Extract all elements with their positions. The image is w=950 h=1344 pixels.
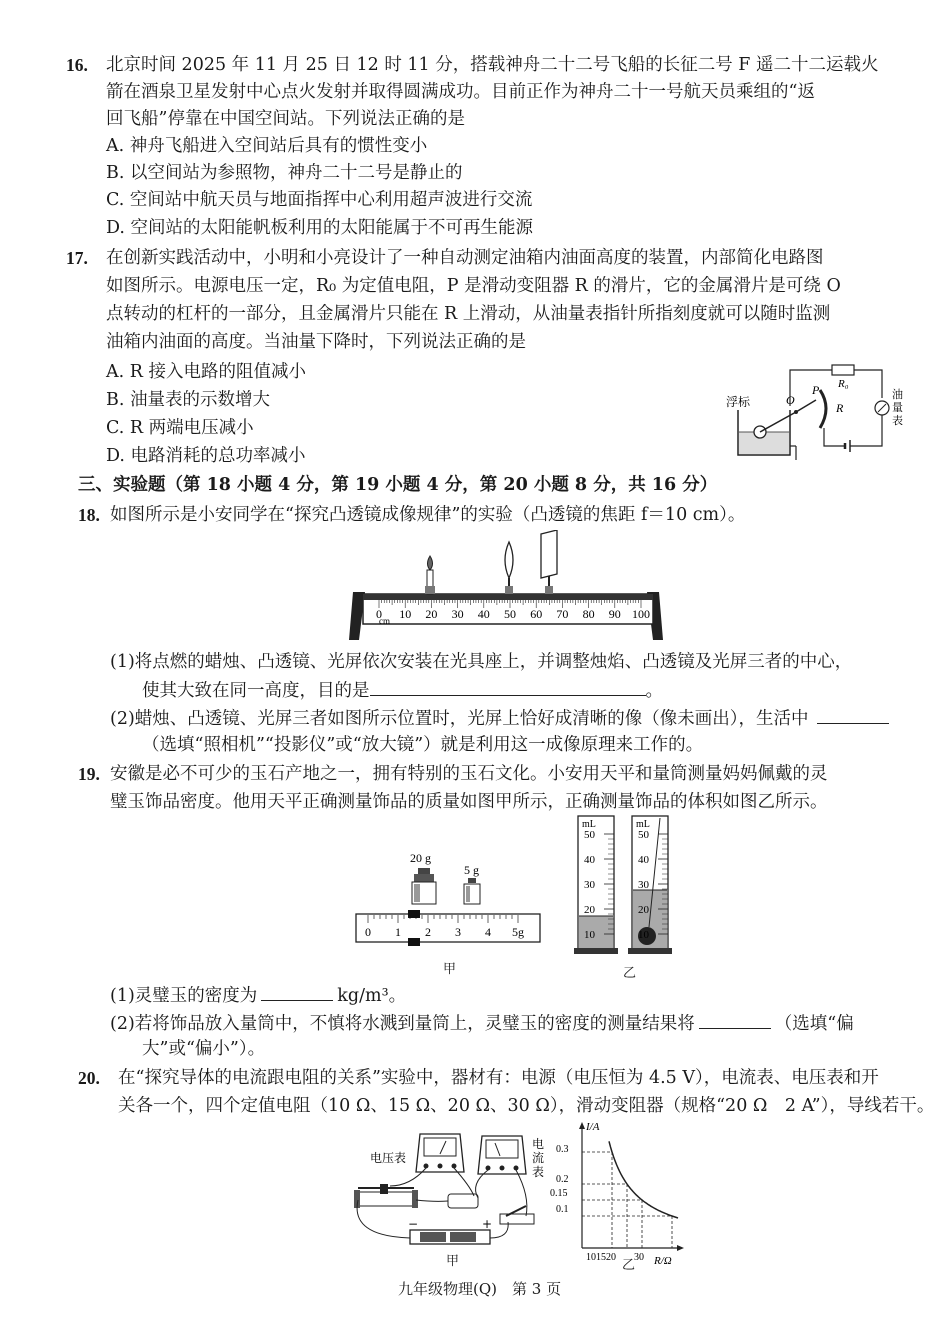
cylinder-tick-label: 40 (584, 854, 595, 866)
q16-option-c: C. 空间站中航天员与地面指挥中心利用超声波进行交流 (106, 190, 533, 210)
apparatus-caption: 甲 (446, 1254, 460, 1269)
svg-text:−: − (408, 1217, 419, 1231)
q16-stem-line-1: 北京时间 2025 年 11 月 25 日 12 时 11 分，搭载神舟二十二号飞船的长征二号 F 遥二十二运载火 (106, 55, 879, 75)
q19-density-blank[interactable] (261, 982, 333, 1001)
cyl2-unit: mL (636, 819, 650, 830)
q19-part1-line (110, 982, 406, 1008)
battery-box (408, 1217, 492, 1244)
balance-diagram (352, 846, 544, 952)
q16-stem-line-3: 回飞船”停靠在中国空间站。下列说法正确的是 (106, 109, 465, 129)
q18-part1-end: 。 (645, 681, 663, 701)
q17-stem-line-3: 点转动的杠杆的一部分，且金属滑片只能在 R 上滑动，从油量表指针所指刻度就可以随时监测 (106, 304, 831, 324)
balance-caption: 甲 (443, 962, 457, 977)
q18-part1-text: 使其大致在同一高度，目的是 (142, 681, 370, 701)
cylinder-after (628, 816, 672, 954)
graph-ytick-0.15: 0.15 (550, 1188, 568, 1199)
q17-option-b: B. 油量表的示数增大 (106, 390, 270, 410)
float-label: 浮标 (726, 395, 751, 409)
balance-tick-label: 3 (455, 925, 461, 939)
graduated-cylinders-diagram (574, 812, 682, 957)
bench-tick-label: 80 (582, 607, 595, 621)
ammeter-label-1: 电 (532, 1137, 545, 1151)
oil-meter-label-3: 表 (892, 415, 903, 427)
cylinder-tick-label: 20 (584, 904, 595, 916)
q19-part2-pre: (2)若将饰品放入量筒中，不慎将水溅到量筒上，灵璧玉的密度的测量结果将 (110, 1014, 695, 1034)
oil-meter-label-1: 油 (892, 389, 903, 401)
bench-tick-label: 90 (608, 607, 621, 621)
q18-part2-blank[interactable] (817, 705, 889, 724)
q19-number: 19. (78, 764, 100, 784)
voltmeter (416, 1134, 464, 1172)
weight-5g-label: 5 g (464, 863, 479, 877)
graph-gridlines (582, 1152, 672, 1248)
balance-tick-label: 0 (365, 925, 371, 939)
q17-option-a: A. R 接入电路的阻值减小 (106, 362, 307, 382)
bench-tick-label: 10 (399, 607, 412, 621)
graph-ytick-0.2: 0.2 (556, 1174, 569, 1185)
graph-ylabel: I/A (586, 1121, 600, 1133)
bench-tick-label: 70 (556, 607, 569, 621)
bench-tick-label: 20 (425, 607, 438, 621)
q20-stem-line-2: 关各一个，四个定值电阻（10 Ω、15 Ω、20 Ω、30 Ω），滑动变阻器（规格“20 Ω 2 A”），导线若干。 (118, 1096, 935, 1116)
graph-ytick-0.1: 0.1 (556, 1204, 569, 1215)
q16-option-b: B. 以空间站为参照物，神舟二十二号是静止的 (106, 163, 463, 183)
cylinder-tick-label: 30 (584, 879, 595, 891)
q18-part2-text: (2)蜡烛、凸透镜、光屏三者如图所示位置时，光屏上恰好成清晰的像（像未画出），生活中 (110, 709, 809, 729)
q18-part1-line-2 (142, 677, 663, 703)
switch (500, 1206, 534, 1224)
balance-tick-label: 2 (425, 925, 431, 939)
q18-stem: 如图所示是小安同学在“探究凸透镜成像规律”的实验（凸透镜的焦距 f＝10 cm）。 (110, 505, 746, 525)
ammeter (478, 1136, 526, 1174)
q19-part2-post: （选填“偏 (774, 1014, 854, 1034)
q16-option-d: D. 空间站的太阳能帆板利用的太阳能属于不可再生能源 (106, 218, 534, 238)
cylinder-tick-label: 20 (638, 904, 649, 916)
bench-tick-label: 40 (477, 607, 490, 621)
oil-meter-label-2: 量 (892, 402, 903, 414)
balance-tick-label: 5g (512, 925, 524, 939)
ammeter-label-3: 表 (532, 1165, 545, 1179)
cylinder-tick-label: 10 (584, 929, 595, 941)
bench-tick-label: 0 (376, 607, 382, 621)
candle (425, 556, 435, 594)
current-resistance-graph (550, 1120, 690, 1270)
q20-number: 20. (78, 1068, 100, 1088)
resistor-r-label: R (836, 401, 844, 415)
svg-text:+: + (482, 1217, 493, 1231)
weight-20g (412, 868, 436, 904)
q17-stem-line-2: 如图所示。电源电压一定，R₀ 为定值电阻，P 是滑动变阻器 R 的滑片，它的金属滑片是可绕 O (106, 276, 841, 296)
weight-5g (464, 878, 480, 904)
graph-xlabel: R/Ω (654, 1255, 672, 1267)
weight-20g-label: 20 g (410, 851, 431, 865)
cylinder-tick-label: 50 (584, 829, 595, 841)
bench-tick-label: 60 (530, 607, 543, 621)
q17-option-d: D. 电路消耗的总功率减小 (106, 446, 306, 466)
q19-part2-line-1 (110, 1010, 854, 1036)
q18-number: 18. (78, 505, 100, 525)
light-screen (541, 530, 557, 594)
rider (408, 910, 420, 918)
q19-stem-line-1: 安徽是必不可少的玉石产地之一，拥有特别的玉石文化。小安用天平和量筒测量妈妈佩戴的灵 (110, 764, 828, 784)
convex-lens (505, 542, 513, 594)
bench-tick-label: 100 (632, 607, 650, 621)
resistor-r0-label: R₀ (838, 378, 849, 390)
q17-number: 17. (66, 248, 88, 268)
cylinder-before (574, 816, 618, 954)
q17-stem-line-4: 油箱内油面的高度。当油量下降时，下列说法正确的是 (106, 332, 526, 352)
graph-curve (609, 1141, 678, 1218)
bench-tick-label: 50 (504, 607, 516, 621)
q16-number: 16. (66, 55, 88, 75)
cylinders-caption: 乙 (623, 966, 637, 981)
slider-p-label: P (812, 383, 820, 397)
q19-part2-line-2: 大”或“偏小”）。 (142, 1039, 266, 1059)
q18-part1-line-1: (1)将点燃的蜡烛、凸透镜、光屏依次安装在光具座上，并调整烛焰、凸透镜及光屏三者的中心， (110, 652, 853, 672)
cylinder-tick-label: 40 (638, 854, 649, 866)
balance-tick-label: 1 (395, 925, 401, 939)
q17-option-c: C. R 两端电压减小 (106, 418, 254, 438)
balance-tick-label: 4 (485, 925, 491, 939)
circuit-apparatus-diagram (350, 1126, 550, 1261)
page-footer: 九年级物理(Q) 第 3 页 (398, 1280, 562, 1298)
q17-stem-line-1: 在创新实践活动中，小明和小亮设计了一种自动测定油箱内油面高度的装置，内部简化电路图 (106, 248, 824, 268)
q19-part1-pre: (1)灵璧玉的密度为 (110, 986, 258, 1006)
q20-stem-line-1: 在“探究导体的电流跟电阻的关系”实验中，器材有：电源（电压恒为 4.5 V），电流表、电压表和开 (118, 1068, 879, 1088)
cylinder-tick-label: 30 (638, 879, 649, 891)
q19-stem-line-2: 璧玉饰品密度。他用天平正确测量饰品的质量如图甲所示，正确测量饰品的体积如图乙所示。 (110, 792, 828, 812)
graph-xtick-30: 30 (634, 1252, 644, 1263)
graph-ytick-0.3: 0.3 (556, 1144, 569, 1155)
rheostat (354, 1184, 418, 1208)
cyl1-unit: mL (582, 819, 596, 830)
section-3-heading: 三、实验题（第 18 小题 4 分，第 19 小题 4 分，第 20 小题 8 分，共 16 分） (78, 475, 718, 495)
bench-tick-label: 30 (451, 607, 464, 621)
fixed-resistor (448, 1194, 478, 1208)
bench-unit-label: cm (379, 616, 390, 626)
pivot-o-label: O (786, 393, 795, 407)
q16-stem-line-2: 箭在酒泉卫星发射中心点火发射并取得圆满成功。目前正作为神舟二十一号航天员乘组的“返 (106, 82, 815, 102)
graph-caption: 乙 (622, 1258, 636, 1273)
voltmeter-label: 电压表 (370, 1151, 407, 1165)
q19-result-blank[interactable] (699, 1010, 771, 1029)
ammeter-label-2: 流 (532, 1151, 545, 1165)
cylinder-tick-label: 10 (638, 929, 649, 941)
cylinder-tick-label: 50 (638, 829, 649, 841)
q18-part2-line-1 (110, 705, 889, 731)
oil-gauge-circuit-diagram (720, 360, 920, 470)
q18-part1-blank[interactable] (370, 677, 646, 696)
graph-xticks-group: 101520 (586, 1252, 616, 1263)
q18-part2-line-2: （选填“照相机”“投影仪”或“放大镜”）就是利用这一成像原理来工作的。 (142, 735, 704, 755)
q19-part1-post: kg/m³。 (337, 986, 407, 1006)
optical-bench-diagram (345, 530, 667, 642)
q16-option-a: A. 神舟飞船进入空间站后具有的惯性变小 (106, 136, 428, 156)
